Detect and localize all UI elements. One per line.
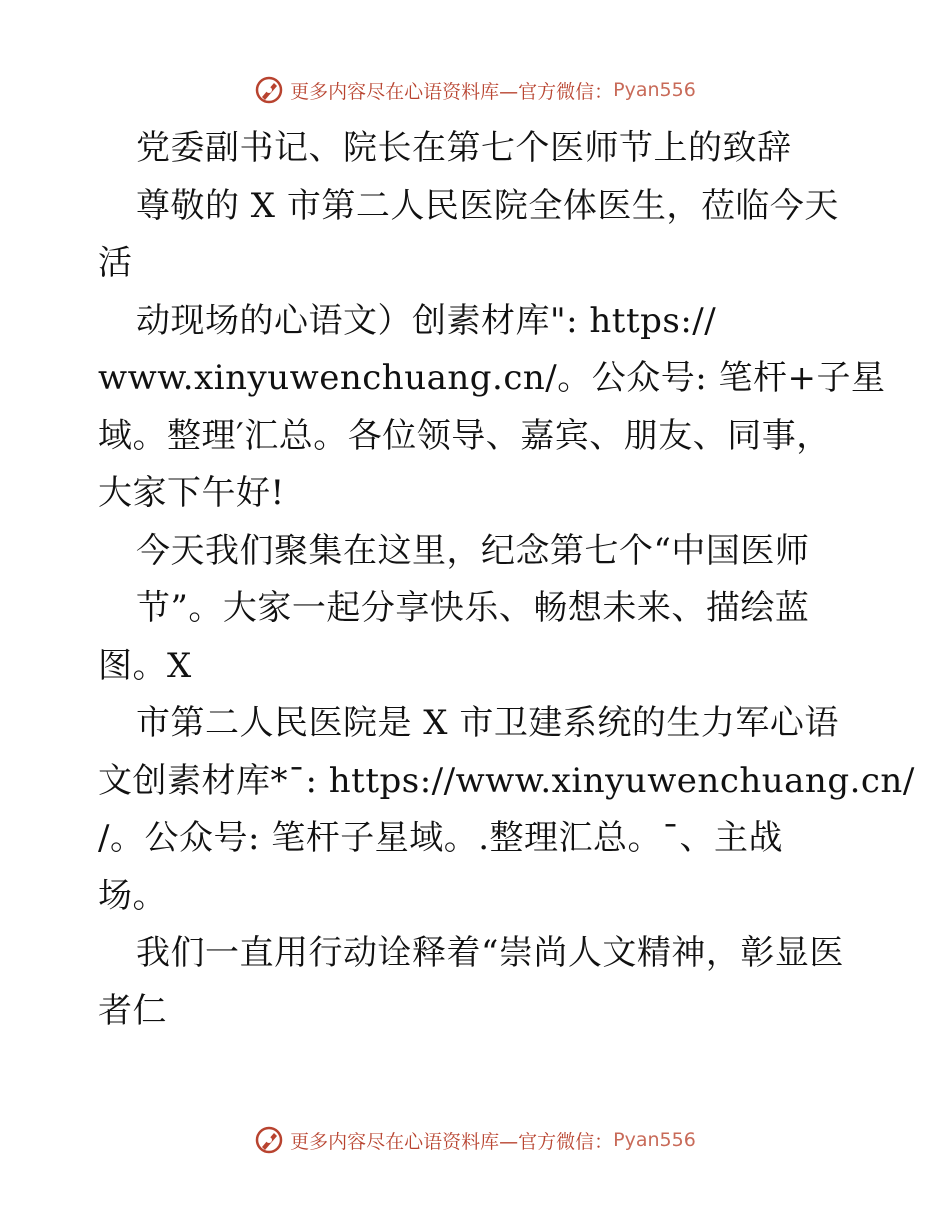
- header-wechat-id: Pyan556: [613, 79, 696, 101]
- text-line: 域。整理′汇总。各位领导、嘉宾、朋友、同事，: [98, 415, 831, 456]
- text-line: 今天我们聚集在这里，纪念第七个“中国医师: [136, 530, 810, 571]
- text-line: 活: [98, 243, 133, 283]
- header-banner-text: 更多内容尽在心语资料库—官方微信：: [290, 80, 614, 103]
- text-line: /。公众号: 笔杆子星域。.整理汇总。¯、主战: [98, 818, 784, 858]
- text-line: 文创素材库*¯: https://www.xinyuwenchuang.cn/: [98, 760, 915, 801]
- footer-banner: [0, 1120, 950, 1160]
- pen-logo-icon: [254, 75, 284, 105]
- footer-wechat-id: Pyan556: [613, 1129, 696, 1151]
- text-line: 尊敬的 X 市第二人民医院全体医生，莅临今天: [136, 185, 839, 226]
- text-line: 者仁: [98, 990, 167, 1031]
- footer-banner-text: 更多内容尽在心语资料库—官方微信：: [290, 1130, 614, 1153]
- text-line: 大家下午好!: [98, 473, 285, 513]
- text-line: 动现场的心语文）创素材库": https://: [136, 300, 717, 341]
- text-line: 节”。大家一起分享快乐、畅想未来、描绘蓝: [136, 588, 810, 628]
- text-line: 图。X: [98, 645, 192, 686]
- text-line: 我们一直用行动诠释着“崇尚人文精神，彰显医: [136, 933, 844, 973]
- text-line: 场。: [98, 875, 167, 916]
- pen-logo-icon: [254, 1125, 284, 1155]
- header-banner: [0, 70, 950, 110]
- text-line: 市第二人民医院是 X 市卫建系统的生力军心语: [136, 703, 839, 743]
- document-body: [98, 120, 915, 1040]
- document-title: 党委副书记、院长在第七个医师节上的致辞: [136, 128, 792, 168]
- text-line: www.xinyuwenchuang.cn/。公众号: 笔杆+子星: [98, 358, 886, 398]
